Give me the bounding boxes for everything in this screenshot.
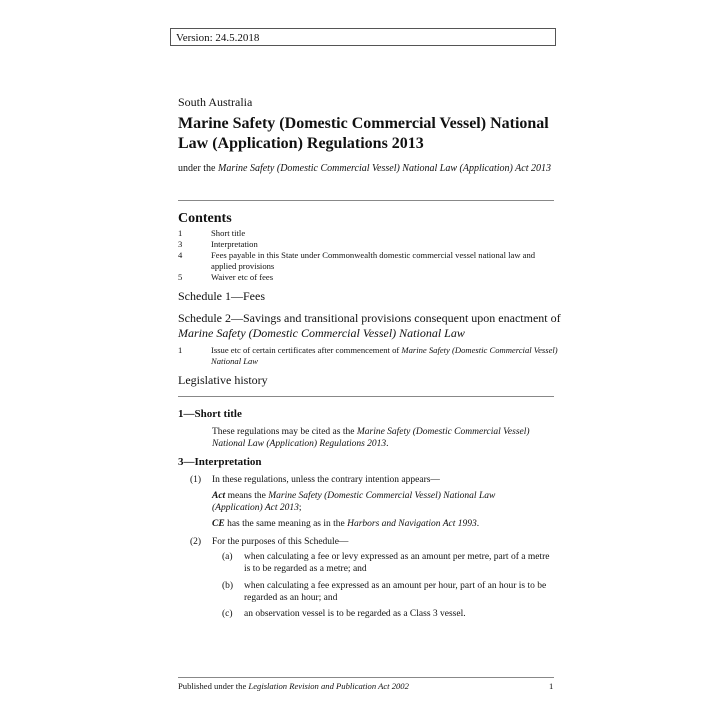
paragraph-text: when calculating a fee expressed as an amount per hour, part of an hour is to be regarded as an hour; and <box>244 581 547 603</box>
paragraph-b <box>222 580 558 604</box>
toc-item-act: Marine Safety (Domestic Commercial Vessel) National Law <box>211 345 558 366</box>
toc-item[interactable] <box>178 239 558 250</box>
version-text: Version: 24.5.2018 <box>176 32 260 44</box>
contents-list <box>178 228 558 283</box>
definition-end: . <box>476 519 480 529</box>
contents-heading: Contents <box>178 211 232 226</box>
definition-term: CE <box>212 519 225 529</box>
toc-item-number: 5 <box>178 272 183 282</box>
section-1-heading: 1—Short title <box>178 408 242 420</box>
enabling-act-line <box>178 162 558 175</box>
definition-end: ; <box>298 503 302 513</box>
enabling-act: Marine Safety (Domestic Commercial Vessel) National Law (Application) Act 2013 <box>218 163 552 174</box>
paragraph-number: (c) <box>222 609 233 619</box>
toc-item[interactable] <box>178 250 558 272</box>
toc-item-title: Fees payable in this State under Commonwealth domestic commercial vessel national law and applied provisions <box>211 250 536 271</box>
footer-publication <box>178 681 409 691</box>
definition-act <box>212 490 542 514</box>
subsection-text: For the purposes of this Schedule— <box>212 537 349 547</box>
section-1-text-prefix: These regulations may be cited as the <box>212 427 357 437</box>
definition-mid: has the same meaning as in the <box>224 519 348 529</box>
subsection-1 <box>190 474 560 486</box>
toc-schedule-2[interactable] <box>178 311 562 341</box>
subsection-2 <box>190 536 560 548</box>
footer-prefix: Published under the <box>178 681 249 691</box>
toc-item[interactable] <box>178 345 558 367</box>
version-box <box>170 28 556 46</box>
toc-item-title <box>211 345 558 367</box>
toc-item[interactable] <box>178 272 558 283</box>
under-prefix: under the <box>178 163 218 174</box>
definition-term: Act <box>212 491 226 501</box>
toc-item[interactable] <box>178 228 558 239</box>
page-number: 1 <box>549 681 554 691</box>
definition-mid: means the <box>225 491 269 501</box>
subsection-text: In these regulations, unless the contrary intention appears— <box>212 475 440 485</box>
schedule-2-act: Marine Safety (Domestic Commercial Vessel) National Law <box>178 326 465 340</box>
section-1-text <box>212 426 557 450</box>
definition-ref: Marine Safety (Domestic Commercial Vessel) National Law (Application) Act 2013 <box>212 491 496 513</box>
section-1-text-suffix: . <box>386 439 389 449</box>
toc-legislative-history[interactable]: Legislative history <box>178 373 268 387</box>
toc-item-title: Short title <box>211 228 246 238</box>
subsection-number: (2) <box>190 537 202 547</box>
section-3-heading: 3—Interpretation <box>178 456 262 468</box>
paragraph-text: an observation vessel is to be regarded as a Class 3 vessel. <box>244 609 466 619</box>
toc-item-number: 4 <box>178 250 183 260</box>
definition-ref: Harbors and Navigation Act 1993 <box>347 519 477 529</box>
paragraph-number: (a) <box>222 552 233 562</box>
paragraph-a <box>222 551 558 575</box>
paragraph-text: when calculating a fee or levy expressed as an amount per metre, part of a metre is to be regarded as a metre; and <box>244 552 550 574</box>
toc-item-number: 1 <box>178 345 183 355</box>
footer-divider <box>178 677 554 678</box>
paragraph-number: (b) <box>222 581 234 591</box>
toc-schedule-1[interactable]: Schedule 1—Fees <box>178 289 265 303</box>
subsection-number: (1) <box>190 475 202 485</box>
paragraph-c <box>222 608 558 620</box>
toc-item-prefix: Issue etc of certain certificates after commencement of <box>211 345 402 355</box>
schedule-2-title: Schedule 2—Savings and transitional provisions consequent upon enactment of <box>178 311 561 325</box>
divider-contents <box>178 396 554 397</box>
footer-act: Legislation Revision and Publication Act 2002 <box>248 681 409 691</box>
toc-item-title: Waiver etc of fees <box>211 272 274 282</box>
section-1-citation: Marine Safety (Domestic Commercial Vessel) National Law (Application) Regulations 2013 <box>212 427 530 449</box>
definition-ce <box>212 518 557 530</box>
toc-item-title: Interpretation <box>211 239 258 249</box>
document-title: Marine Safety (Domestic Commercial Vessel) National Law (Application) Regulations 2013 <box>178 115 549 152</box>
schedule-2-contents <box>178 345 558 367</box>
toc-item-number: 3 <box>178 239 183 249</box>
jurisdiction: South Australia <box>178 95 253 109</box>
toc-item-number: 1 <box>178 228 183 238</box>
divider-top <box>178 200 554 201</box>
